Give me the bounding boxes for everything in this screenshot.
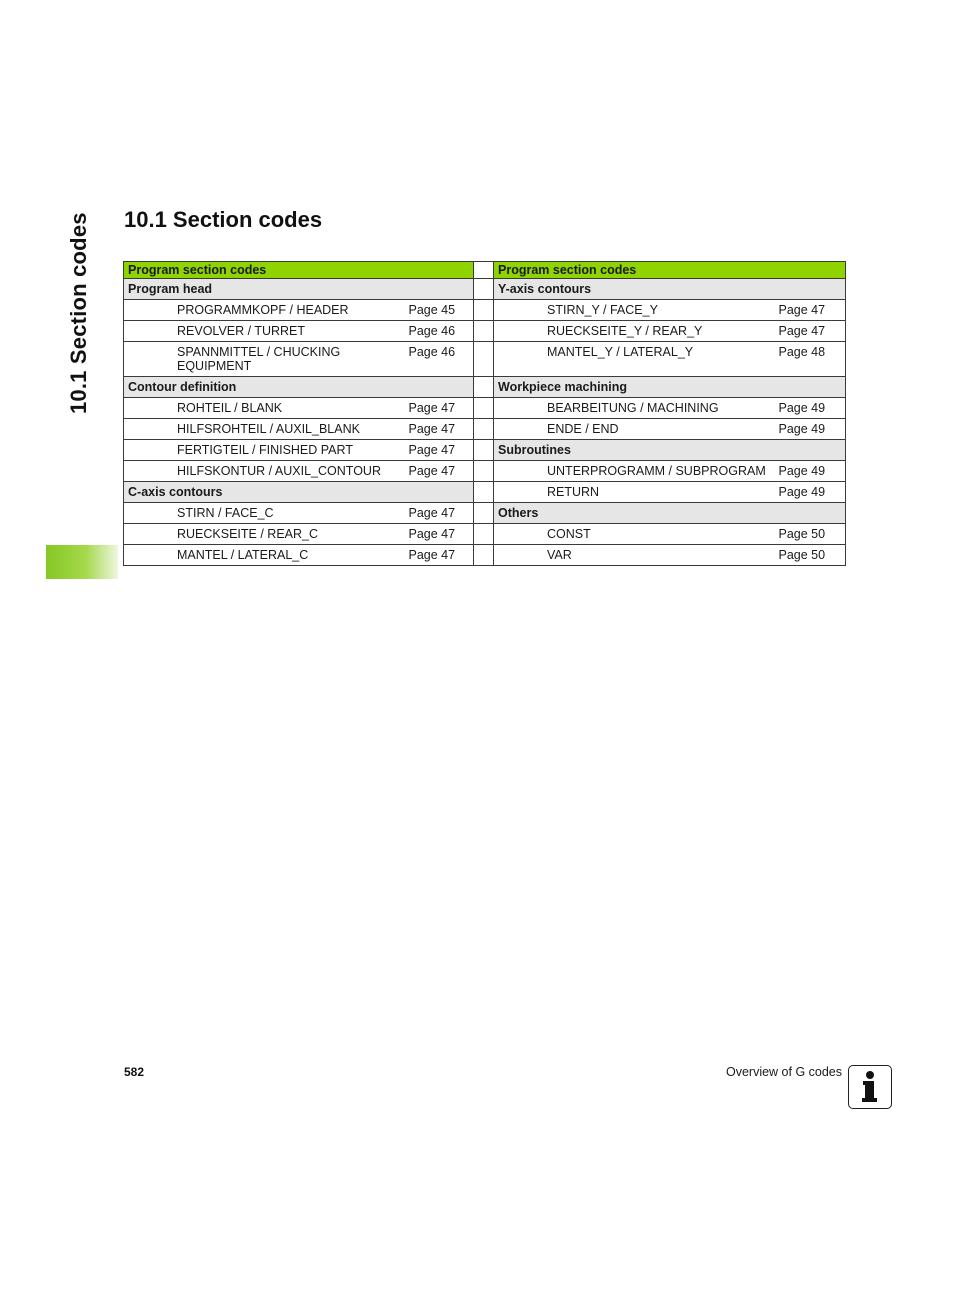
code-label: CONST	[547, 527, 591, 541]
page-reference: Page 47	[405, 461, 474, 482]
table-spacer	[474, 440, 494, 461]
code-entry-left	[124, 321, 405, 342]
code-label: BEARBEITUNG / MACHINING	[547, 401, 719, 415]
side-running-title: 10.1 Section codes	[66, 212, 91, 414]
table-spacer	[474, 545, 494, 566]
code-label: HILFSROHTEIL / AUXIL_BLANK	[177, 422, 360, 436]
code-label: SPANNMITTEL / CHUCKING EQUIPMENT	[177, 345, 341, 373]
page-title: 10.1 Section codes	[124, 207, 323, 232]
code-entry-left	[124, 545, 405, 566]
info-icon	[848, 1065, 892, 1109]
code-entry-left	[124, 461, 405, 482]
section-heading-left: C-axis contours	[124, 482, 474, 503]
section-heading-right: Subroutines	[494, 440, 846, 461]
page-reference: Page 49	[775, 482, 846, 503]
code-label: MANTEL_Y / LATERAL_Y	[547, 345, 694, 359]
table-spacer	[474, 419, 494, 440]
page-reference: Page 50	[775, 545, 846, 566]
table-row	[124, 524, 846, 545]
code-entry-left	[124, 503, 405, 524]
page-reference: Page 46	[405, 321, 474, 342]
code-label: VAR	[547, 548, 572, 562]
section-row	[124, 279, 846, 300]
table-spacer	[474, 321, 494, 342]
code-entry-right	[494, 398, 775, 419]
page-reference: Page 47	[775, 321, 846, 342]
code-entry-right	[494, 321, 775, 342]
table-spacer	[474, 461, 494, 482]
table-row	[124, 482, 846, 503]
code-entry-left	[124, 300, 405, 321]
table-spacer	[474, 503, 494, 524]
table-spacer	[474, 300, 494, 321]
code-entry-right	[494, 482, 775, 503]
code-label: RUECKSEITE_Y / REAR_Y	[547, 324, 703, 338]
table-header-right: Program section codes	[494, 262, 846, 279]
page-reference: Page 49	[775, 398, 846, 419]
code-label: MANTEL / LATERAL_C	[177, 548, 309, 562]
code-entry-left	[124, 524, 405, 545]
code-entry-right	[494, 461, 775, 482]
code-entry-right	[494, 524, 775, 545]
code-label: PROGRAMMKOPF / HEADER	[177, 303, 349, 317]
page-reference: Page 47	[405, 440, 474, 461]
page-number: 582	[124, 1065, 145, 1079]
section-heading-left: Contour definition	[124, 377, 474, 398]
page-reference: Page 47	[775, 300, 846, 321]
code-label: REVOLVER / TURRET	[177, 324, 306, 338]
code-label: RUECKSEITE / REAR_C	[177, 527, 319, 541]
code-label: HILFSKONTUR / AUXIL_CONTOUR	[177, 464, 381, 478]
page-reference: Page 47	[405, 524, 474, 545]
code-entry-right	[494, 419, 775, 440]
code-label: RETURN	[547, 485, 600, 499]
table-spacer	[474, 342, 494, 377]
code-entry-left	[124, 440, 405, 461]
page-reference: Page 47	[405, 398, 474, 419]
page-reference: Page 48	[775, 342, 846, 377]
table-row	[124, 342, 846, 377]
chapter-name: Overview of G codes	[725, 1065, 842, 1079]
table-row	[124, 321, 846, 342]
table-spacer	[474, 398, 494, 419]
code-label: ENDE / END	[547, 422, 619, 436]
page-reference: Page 50	[775, 524, 846, 545]
page-reference: Page 47	[405, 419, 474, 440]
code-label: FERTIGTEIL / FINISHED PART	[177, 443, 353, 457]
code-entry-right	[494, 342, 775, 377]
table-header-left: Program section codes	[124, 262, 474, 279]
table-row	[124, 419, 846, 440]
table-header-row	[124, 262, 846, 279]
table-spacer	[474, 262, 494, 279]
table-spacer	[474, 279, 494, 300]
code-entry-left	[124, 342, 405, 377]
code-entry-left	[124, 419, 405, 440]
code-label: STIRN / FACE_C	[177, 506, 274, 520]
table-row	[124, 440, 846, 461]
code-label: ROHTEIL / BLANK	[177, 401, 283, 415]
code-entry-left	[124, 398, 405, 419]
page-reference: Page 45	[405, 300, 474, 321]
page-reference: Page 49	[775, 419, 846, 440]
page-reference: Page 47	[405, 503, 474, 524]
table-spacer	[474, 524, 494, 545]
page-reference: Page 47	[405, 545, 474, 566]
code-label: STIRN_Y / FACE_Y	[547, 303, 658, 317]
section-heading-right: Others	[494, 503, 846, 524]
table-spacer	[474, 482, 494, 503]
section-heading-right: Workpiece machining	[494, 377, 846, 398]
table-row	[124, 503, 846, 524]
section-heading-left: Program head	[124, 279, 474, 300]
table-row	[124, 461, 846, 482]
code-label: UNTERPROGRAMM / SUBPROGRAM	[547, 464, 766, 478]
code-entry-right	[494, 545, 775, 566]
chapter-tab-marker	[46, 545, 118, 579]
page-reference: Page 49	[775, 461, 846, 482]
table-row	[124, 300, 846, 321]
table-row	[124, 545, 846, 566]
section-row	[124, 377, 846, 398]
section-heading-right: Y-axis contours	[494, 279, 846, 300]
page-reference: Page 46	[405, 342, 474, 377]
section-codes-table	[123, 261, 846, 566]
table-row	[124, 398, 846, 419]
code-entry-right	[494, 300, 775, 321]
table-spacer	[474, 377, 494, 398]
